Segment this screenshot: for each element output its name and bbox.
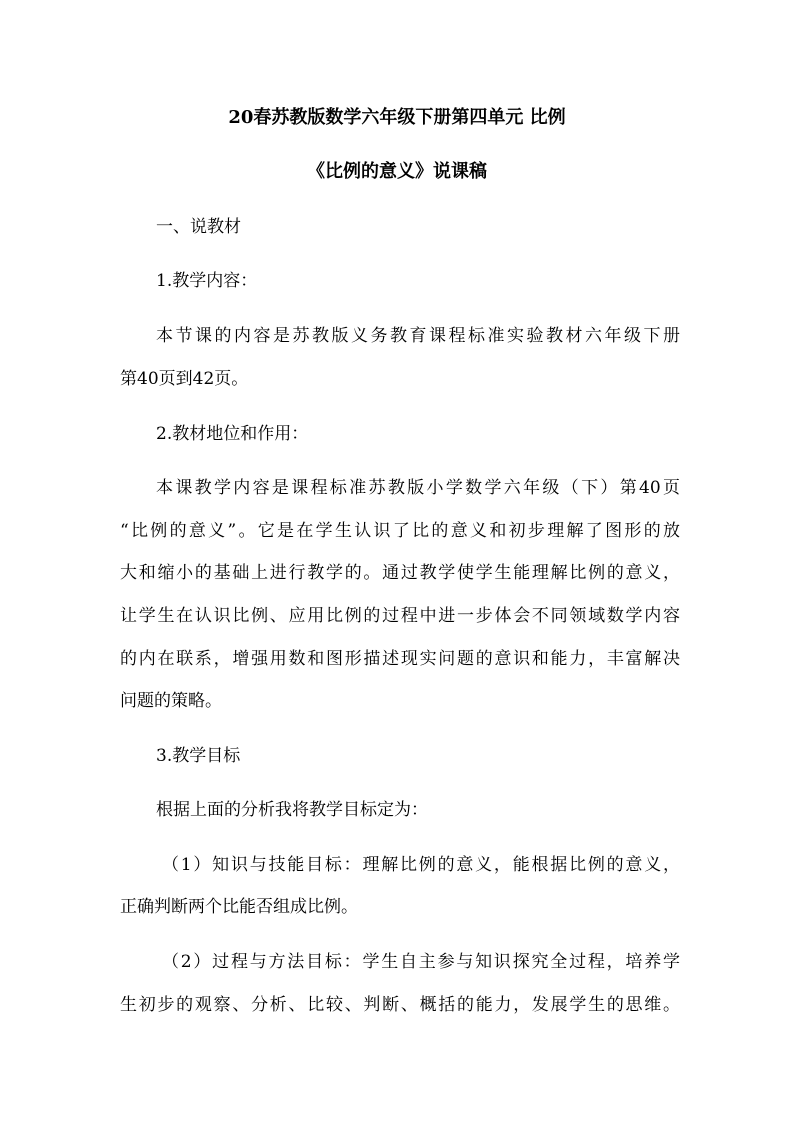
subheading-material-role: 2.教材地位和作用：: [156, 424, 309, 444]
goal-process-line: 生初步的观察、分析、比较、判断、概括的能力，发展学生的思维。: [120, 995, 680, 1015]
paragraph-line: 让学生在认识比例、应用比例的过程中进一步体会不同领域数学内容: [120, 606, 680, 626]
paragraph-line: 大和缩小的基础上进行教学的。通过教学使学生能理解比例的意义，: [120, 563, 680, 583]
paragraph-line: 第40页到42页。: [120, 369, 249, 389]
paragraph-line: 本节课的内容是苏教版义务教育课程标准实验教材六年级下册: [156, 326, 680, 346]
goal-knowledge-line: （1）知识与技能目标：理解比例的意义，能根据比例的意义，: [162, 855, 680, 875]
goals-intro: 根据上面的分析我将教学目标定为：: [156, 800, 428, 820]
subheading-teaching-content: 1.教学内容：: [156, 271, 258, 291]
subheading-teaching-goals: 3.教学目标: [156, 746, 241, 766]
paragraph-line: 问题的策略。: [120, 691, 222, 711]
paragraph-line: 本课教学内容是课程标准苏教版小学数学六年级（下）第40页: [156, 478, 680, 498]
paragraph-line: 的内在联系，增强用数和图形描述现实问题的意识和能力，丰富解决: [120, 649, 680, 669]
goal-knowledge-line: 正确判断两个比能否组成比例。: [120, 897, 358, 917]
document-title: 20春苏教版数学六年级下册第四单元 比例: [228, 107, 566, 128]
document-subtitle: 《比例的意义》说课稿: [307, 161, 487, 182]
paragraph-line: “比例的意义”。它是在学生认识了比的意义和初步理解了图形的放: [120, 521, 680, 541]
section-heading-teaching-material: 一、说教材: [156, 217, 241, 237]
goal-process-line: （2）过程与方法目标：学生自主参与知识探究全过程，培养学: [162, 952, 680, 972]
